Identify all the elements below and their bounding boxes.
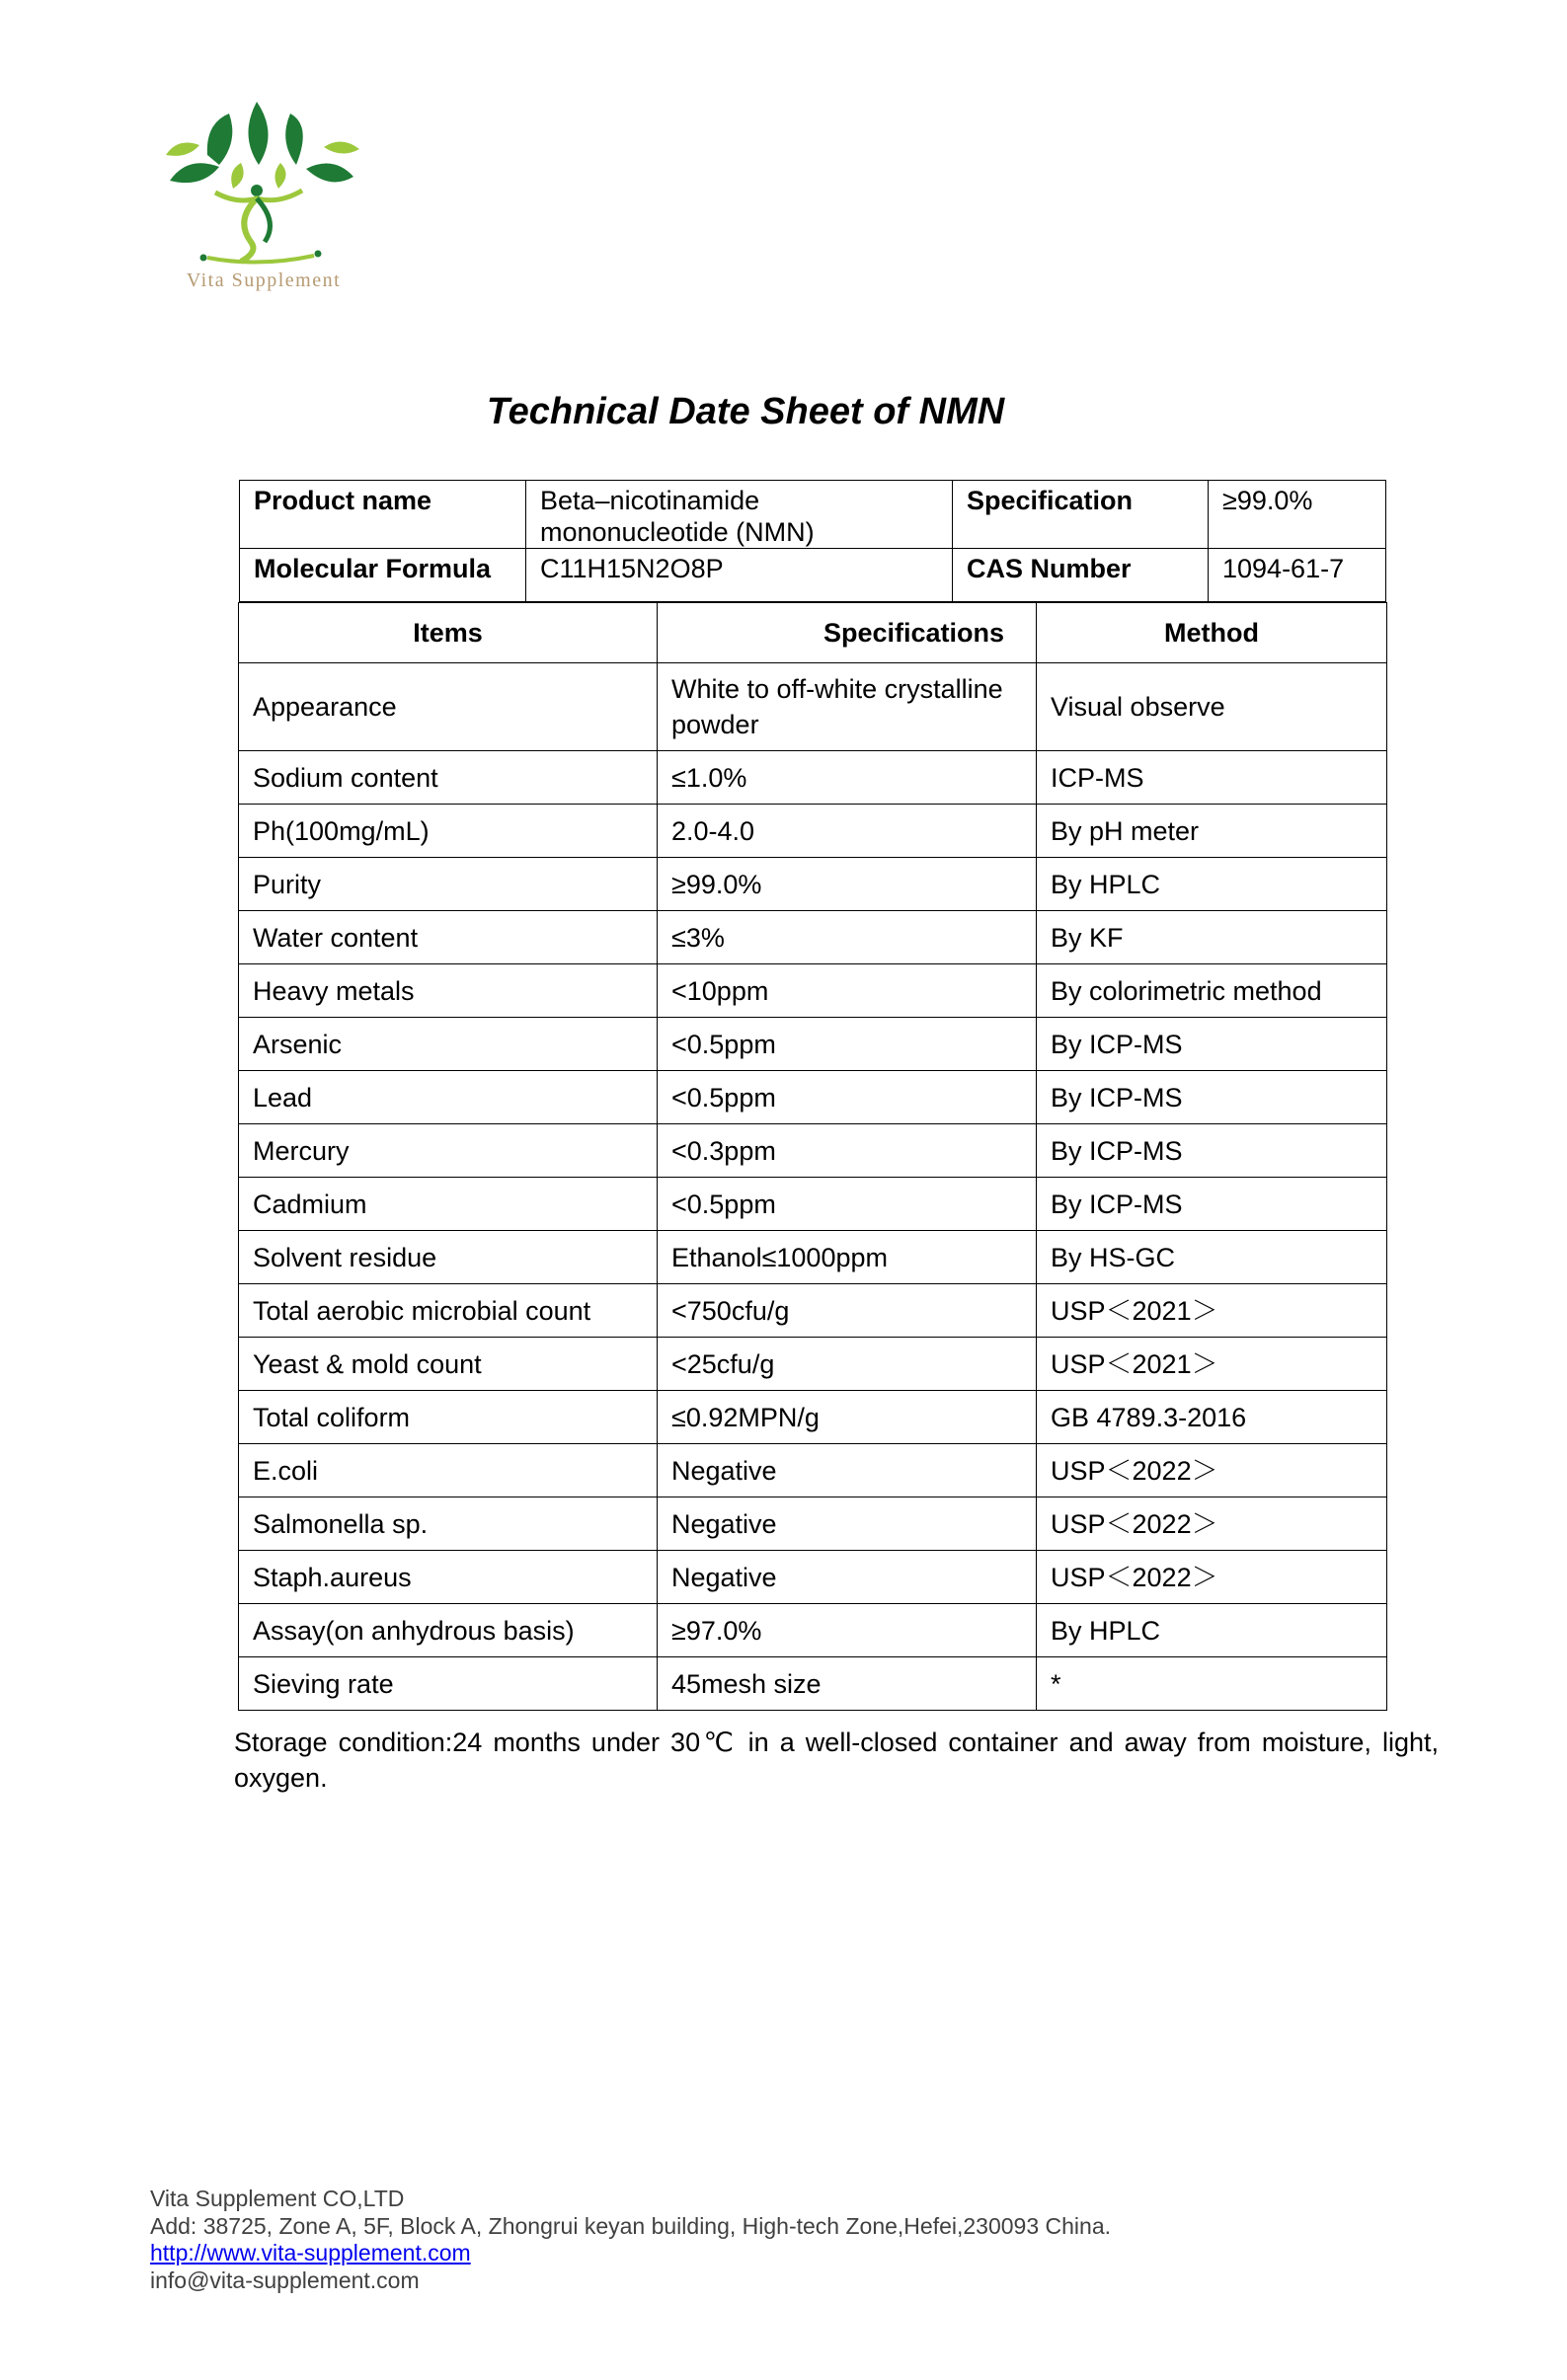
method-cell: Visual observe <box>1037 663 1387 751</box>
product-info-row <box>240 549 1386 602</box>
item-cell: Yeast & mold count <box>239 1338 658 1391</box>
item-cell: Assay(on anhydrous basis) <box>239 1604 658 1657</box>
footer-address: Add: 38725, Zone A, 5F, Block A, Zhongrui keyan building, High-tech Zone,Hefei,230093 China. <box>150 2212 1112 2239</box>
page-title: Technical Date Sheet of NMN <box>486 391 1005 432</box>
specification-label: Specification <box>953 481 1209 549</box>
method-cell: By ICP-MS <box>1037 1071 1387 1124</box>
tree-logo-icon <box>148 94 375 271</box>
method-cell: By HPLC <box>1037 1604 1387 1657</box>
product-name-value: Beta–nicotinamide mononucleotide (NMN) <box>526 481 953 549</box>
method-cell: By HS-GC <box>1037 1231 1387 1284</box>
footer-email: info@vita-supplement.com <box>150 2266 420 2293</box>
cas-number-value: 1094-61-7 <box>1209 549 1386 602</box>
method-cell: By ICP-MS <box>1037 1178 1387 1231</box>
table-row <box>239 1071 1387 1124</box>
item-cell: Appearance <box>239 663 658 751</box>
spec-cell: ≥99.0% <box>658 858 1037 911</box>
spec-cell: Negative <box>658 1497 1037 1551</box>
footer <box>150 2186 1111 2294</box>
method-cell: GB 4789.3-2016 <box>1037 1391 1387 1444</box>
method-cell: By KF <box>1037 911 1387 964</box>
table-row <box>239 858 1387 911</box>
item-cell: Salmonella sp. <box>239 1497 658 1551</box>
table-row <box>239 1018 1387 1071</box>
item-cell: Sodium content <box>239 751 658 805</box>
item-cell: Water content <box>239 911 658 964</box>
product-info-table <box>239 480 1386 602</box>
spec-cell: ≤0.92MPN/g <box>658 1391 1037 1444</box>
method-cell: By ICP-MS <box>1037 1124 1387 1178</box>
table-row <box>239 1338 1387 1391</box>
spec-cell: Negative <box>658 1444 1037 1497</box>
method-cell: USP＜2022＞ <box>1037 1551 1387 1604</box>
method-cell: USP＜2021＞ <box>1037 1284 1387 1338</box>
spec-cell: ≤3% <box>658 911 1037 964</box>
table-row <box>239 1657 1387 1711</box>
table-row <box>239 805 1387 858</box>
method-cell: By colorimetric method <box>1037 964 1387 1018</box>
item-cell: Arsenic <box>239 1018 658 1071</box>
spec-cell: ≥97.0% <box>658 1604 1037 1657</box>
spec-cell: <750cfu/g <box>658 1284 1037 1338</box>
table-row <box>239 1444 1387 1497</box>
product-info-row <box>240 481 1386 549</box>
website-link[interactable]: http://www.vita-supplement.com <box>150 2240 471 2265</box>
molecular-formula-value: C11H15N2O8P <box>526 549 953 602</box>
table-row <box>239 1391 1387 1444</box>
table-row <box>239 964 1387 1018</box>
table-row <box>239 1551 1387 1604</box>
spec-cell: 45mesh size <box>658 1657 1037 1711</box>
spec-cell: 2.0-4.0 <box>658 805 1037 858</box>
cas-number-label: CAS Number <box>953 549 1209 602</box>
method-cell: USP＜2022＞ <box>1037 1444 1387 1497</box>
table-row <box>239 1124 1387 1178</box>
item-cell: Mercury <box>239 1124 658 1178</box>
spec-cell: <10ppm <box>658 964 1037 1018</box>
item-cell: Staph.aureus <box>239 1551 658 1604</box>
spec-cell: <0.3ppm <box>658 1124 1037 1178</box>
table-row <box>239 1231 1387 1284</box>
spec-cell: <0.5ppm <box>658 1071 1037 1124</box>
item-cell: Cadmium <box>239 1178 658 1231</box>
method-cell: ICP-MS <box>1037 751 1387 805</box>
table-row <box>239 1178 1387 1231</box>
table-row <box>239 751 1387 805</box>
table-row <box>239 663 1387 751</box>
product-name-label: Product name <box>240 481 526 549</box>
method-cell: By pH meter <box>1037 805 1387 858</box>
item-cell: Purity <box>239 858 658 911</box>
specification-table <box>238 602 1387 1711</box>
logo-company-name: Vita Supplement <box>186 269 342 291</box>
footer-company: Vita Supplement CO,LTD <box>150 2186 405 2211</box>
spec-cell: <0.5ppm <box>658 1178 1037 1231</box>
specification-value: ≥99.0% <box>1209 481 1386 549</box>
table-row <box>239 911 1387 964</box>
method-cell: USP＜2021＞ <box>1037 1338 1387 1391</box>
header-specifications: Specifications <box>658 603 1037 663</box>
item-cell: E.coli <box>239 1444 658 1497</box>
item-cell: Heavy metals <box>239 964 658 1018</box>
storage-condition: Storage condition:24 months under 30℃ in a well-closed container and away from moisture, light, oxygen. <box>234 1727 1439 1793</box>
method-cell: By ICP-MS <box>1037 1018 1387 1071</box>
spec-cell: <25cfu/g <box>658 1338 1037 1391</box>
method-cell: * <box>1037 1657 1387 1711</box>
method-cell: USP＜2022＞ <box>1037 1497 1387 1551</box>
item-cell: Total aerobic microbial count <box>239 1284 658 1338</box>
method-cell: By HPLC <box>1037 858 1387 911</box>
item-cell: Lead <box>239 1071 658 1124</box>
spec-cell: ≤1.0% <box>658 751 1037 805</box>
header-method: Method <box>1037 603 1387 663</box>
spec-cell: White to off-white crystalline powder <box>658 663 1037 751</box>
table-header-row <box>239 603 1387 663</box>
spec-cell: <0.5ppm <box>658 1018 1037 1071</box>
table-row <box>239 1497 1387 1551</box>
spec-cell: Negative <box>658 1551 1037 1604</box>
item-cell: Solvent residue <box>239 1231 658 1284</box>
table-row <box>239 1284 1387 1338</box>
header-items: Items <box>239 603 658 663</box>
item-cell: Ph(100mg/mL) <box>239 805 658 858</box>
molecular-formula-label: Molecular Formula <box>240 549 526 602</box>
item-cell: Total coliform <box>239 1391 658 1444</box>
company-logo <box>148 94 375 301</box>
spec-cell: Ethanol≤1000ppm <box>658 1231 1037 1284</box>
item-cell: Sieving rate <box>239 1657 658 1711</box>
table-row <box>239 1604 1387 1657</box>
